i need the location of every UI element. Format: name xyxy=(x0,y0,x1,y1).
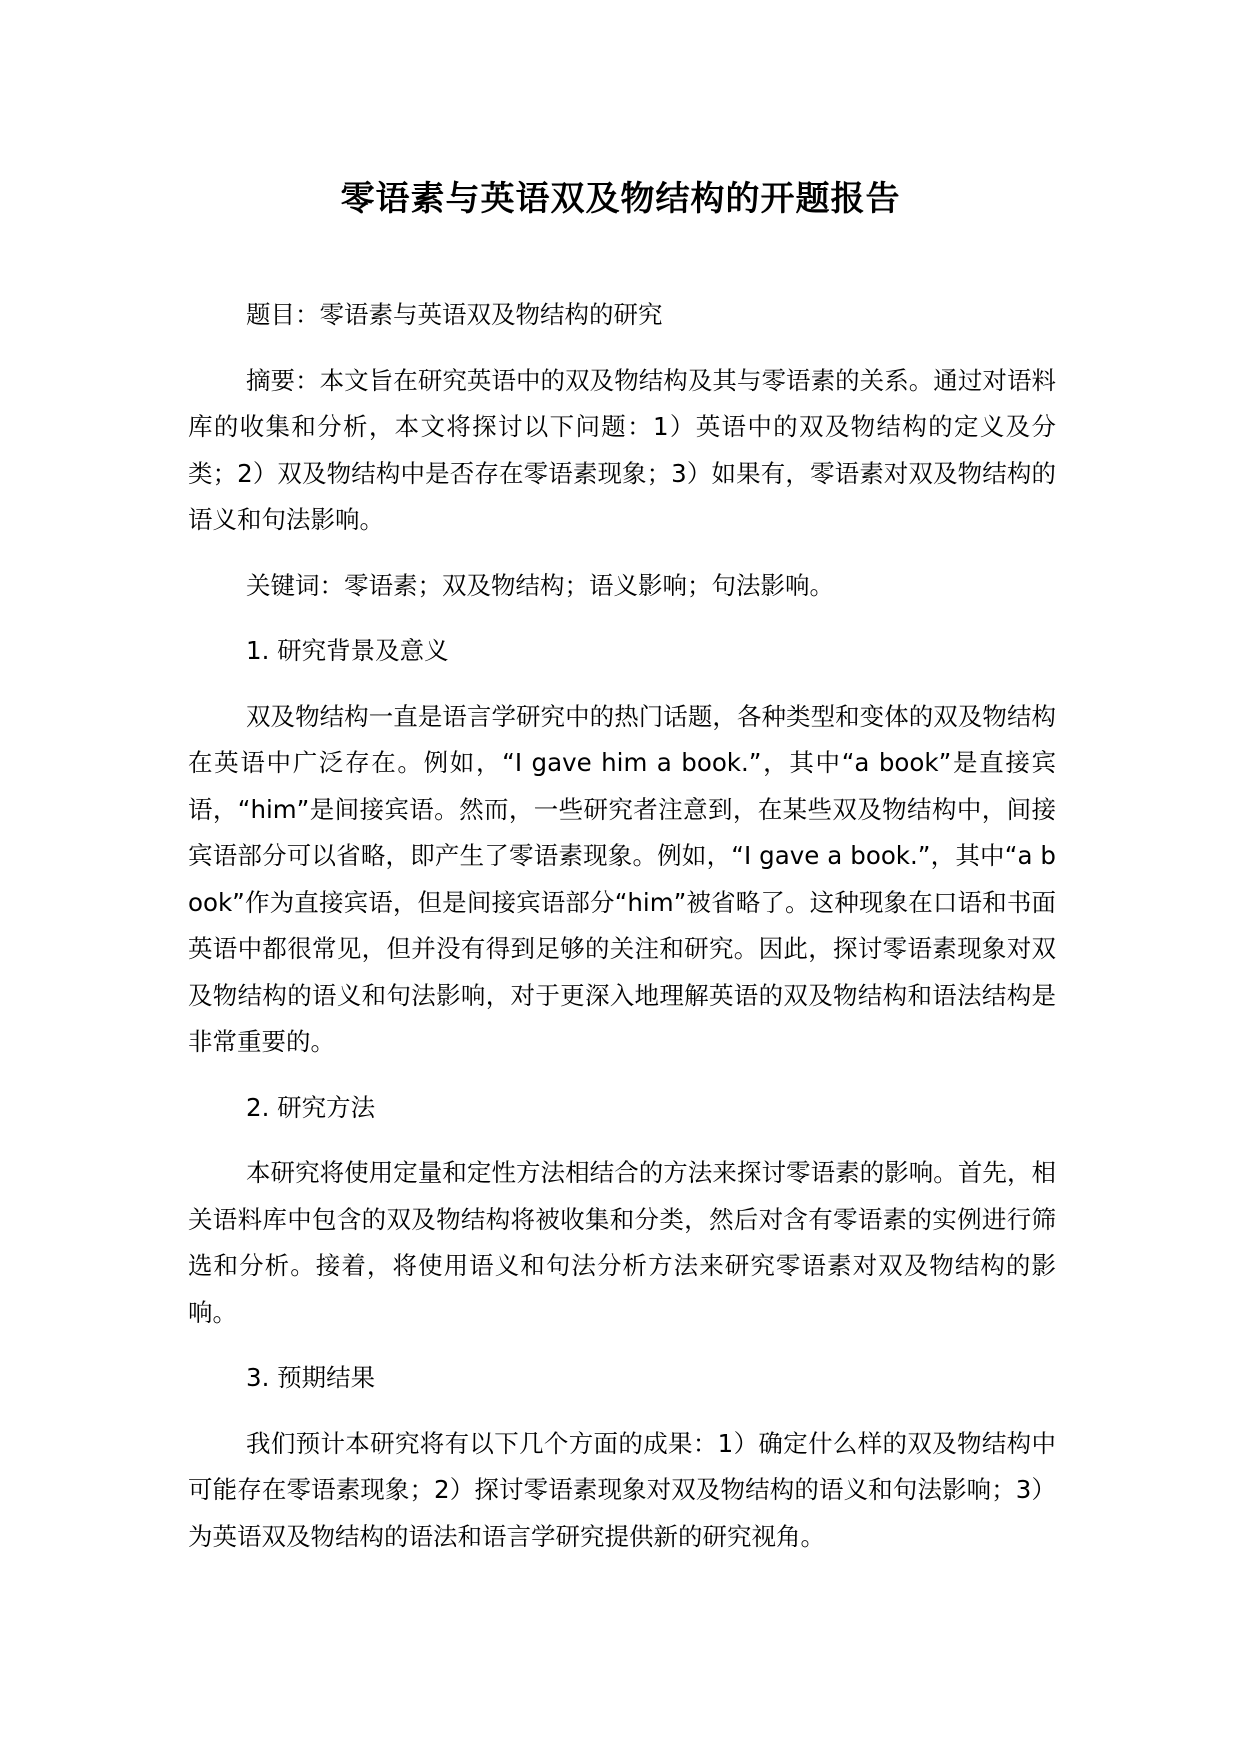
section-body-results: 我们预计本研究将有以下几个方面的成果：1）确定什么样的双及物结构中可能存在零语素现象；2）探讨零语素现象对双及物结构的语义和句法影响；3）为英语双及物结构的语法和语言学研究提供新的研究视角。 xyxy=(188,1428,1056,1551)
section-body-background: 双及物结构一直是语言学研究中的热门话题，各种类型和变体的双及物结构在英语中广泛存在。例如，“I gave him a book.”，其中“a book”是直接宾语，“him”是间接宾语。然而，一些研究者注意到，在某些双及物结构中，间接宾语部分可以省略，即产生了零语素现象。例如，“I gave a book.”，其中“a book”作为直接宾语，但是间接宾语部分“him”被省略了。这种现象在口语和书面英语中都很常见，但并没有得到足够的关注和研究。因此，探讨零语素现象对双及物结构的语义和句法影响，对于更深入地理解英语的双及物结构和语法结构是非常重要的。 xyxy=(188,701,1056,1056)
topic-line: 题目：零语素与英语双及物结构的研究 xyxy=(246,300,663,329)
section-heading-method: 2. 研究方法 xyxy=(246,1092,376,1122)
document-title: 零语素与英语双及物结构的开题报告 xyxy=(340,179,901,219)
section-heading-results: 3. 预期结果 xyxy=(246,1363,376,1392)
section-heading-background: 1. 研究背景及意义 xyxy=(246,636,449,665)
document-body xyxy=(188,292,1056,1579)
section-body-method: 本研究将使用定量和定性方法相结合的方法来探讨零语素的影响。首先，相关语料库中包含的双及物结构将被收集和分类，然后对含有零语素的实例进行筛选和分析。接着，将使用语义和句法分析方法来研究零语素对双及物结构的影响。 xyxy=(188,1158,1056,1327)
keywords-line: 关键词：零语素；双及物结构；语义影响；句法影响。 xyxy=(246,570,834,600)
abstract-paragraph: 摘要：本文旨在研究英语中的双及物结构及其与零语素的关系。通过对语料库的收集和分析，本文将探讨以下问题：1）英语中的双及物结构的定义及分类；2）双及物结构中是否存在零语素现象；3）如果有，零语素对双及物结构的语义和句法影响。 xyxy=(188,365,1056,534)
